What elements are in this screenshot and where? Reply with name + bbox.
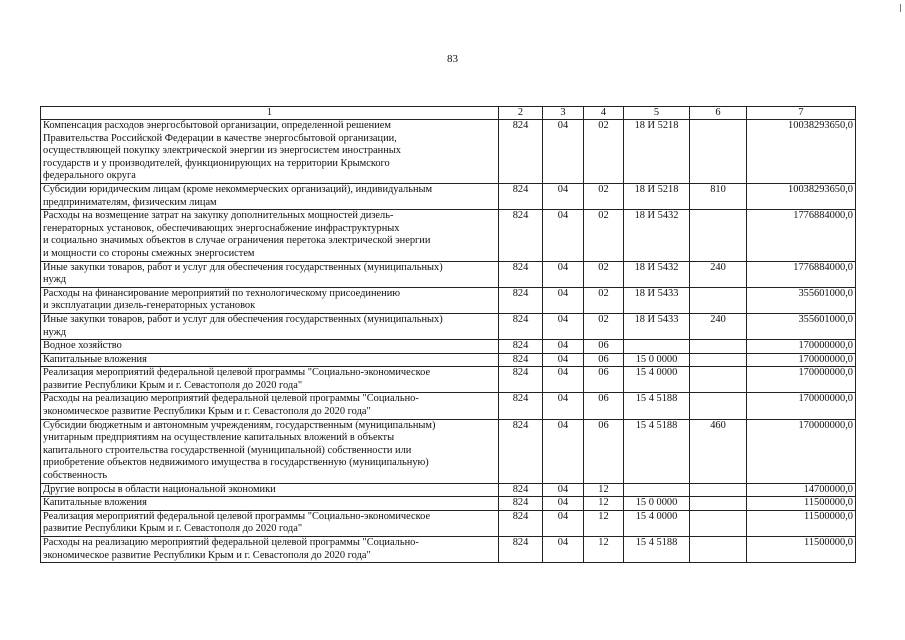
header-col-3: 3 <box>543 107 584 120</box>
amount-cell: 170000000,0 <box>747 367 856 393</box>
description-cell: Водное хозяйство <box>41 340 499 354</box>
grbs-code-cell: 824 <box>499 353 543 367</box>
subsection-code-cell: 06 <box>584 340 624 354</box>
description-cell: Расходы на финансирование мероприятий по технологическому присоединению и эксплуатации дизель-генераторных установок <box>41 287 499 313</box>
table-row <box>41 483 856 497</box>
section-code-cell: 04 <box>543 340 584 354</box>
description-cell: Расходы на реализацию мероприятий федеральной целевой программы "Социально- экономическое развитие Республики Крым и г. Севастополя до 2020 года" <box>41 537 499 563</box>
amount-cell: 1776884000,0 <box>747 261 856 287</box>
description-cell: Реализация мероприятий федеральной целевой программы "Социально-экономическое развитие Республики Крым и г. Севастополя до 2020 года" <box>41 510 499 536</box>
amount-cell: 10038293650,0 <box>747 183 856 209</box>
amount-cell: 11500000,0 <box>747 497 856 511</box>
description-cell: Субсидии бюджетным и автономным учреждениям, государственным (муниципальным) унитарным предприятиям на осуществление капитальных вложений в объекты капитального строительства государственной (муниципальной) собственности или приобретение объектов недвижимого имущества в государственную (муниципальную) собственность <box>41 419 499 483</box>
subsection-code-cell: 06 <box>584 419 624 483</box>
description-cell: Субсидии юридическим лицам (кроме некоммерческих организаций), индивидуальным предпринимателям, физическим лицам <box>41 183 499 209</box>
description-cell: Реализация мероприятий федеральной целевой программы "Социально-экономическое развитие Республики Крым и г. Севастополя до 2020 года" <box>41 367 499 393</box>
target-article-cell: 15 4 5188 <box>624 419 690 483</box>
table-row <box>41 183 856 209</box>
section-code-cell: 04 <box>543 367 584 393</box>
amount-cell: 170000000,0 <box>747 393 856 419</box>
expense-type-cell: 240 <box>690 313 747 339</box>
amount-cell: 11500000,0 <box>747 537 856 563</box>
target-article-cell: 18 И 5432 <box>624 210 690 261</box>
description-cell: Расходы на возмещение затрат на закупку дополнительных мощностей дизель- генераторных установок, обеспечивающих энергоснабжение инфраструктурных и социально значимых объектов в случае ограничения перетока электрической энергии и мощности со стороны смежных энергосистем <box>41 210 499 261</box>
table-row <box>41 261 856 287</box>
section-code-cell: 04 <box>543 210 584 261</box>
subsection-code-cell: 12 <box>584 510 624 536</box>
expense-type-cell <box>690 537 747 563</box>
header-col-6: 6 <box>690 107 747 120</box>
section-code-cell: 04 <box>543 419 584 483</box>
description-cell: Капитальные вложения <box>41 353 499 367</box>
expense-type-cell <box>690 483 747 497</box>
edge-mark <box>900 4 901 12</box>
subsection-code-cell: 12 <box>584 497 624 511</box>
description-cell: Расходы на реализацию мероприятий федеральной целевой программы "Социально- экономическое развитие Республики Крым и г. Севастополя до 2020 года" <box>41 393 499 419</box>
expense-type-cell <box>690 367 747 393</box>
target-article-cell: 18 И 5433 <box>624 287 690 313</box>
table-row <box>41 353 856 367</box>
table-row <box>41 510 856 536</box>
subsection-code-cell: 12 <box>584 483 624 497</box>
expense-type-cell: 810 <box>690 183 747 209</box>
target-article-cell: 15 4 5188 <box>624 393 690 419</box>
description-cell: Капитальные вложения <box>41 497 499 511</box>
expense-type-cell <box>690 120 747 184</box>
amount-cell: 1776884000,0 <box>747 210 856 261</box>
target-article-cell: 15 0 0000 <box>624 497 690 511</box>
section-code-cell: 04 <box>543 537 584 563</box>
grbs-code-cell: 824 <box>499 183 543 209</box>
expense-type-cell <box>690 210 747 261</box>
amount-cell: 170000000,0 <box>747 419 856 483</box>
subsection-code-cell: 12 <box>584 537 624 563</box>
amount-cell: 170000000,0 <box>747 340 856 354</box>
header-col-7: 7 <box>747 107 856 120</box>
budget-table <box>40 106 856 563</box>
table-row <box>41 419 856 483</box>
expense-type-cell <box>690 497 747 511</box>
expense-type-cell <box>690 510 747 536</box>
section-code-cell: 04 <box>543 510 584 536</box>
header-col-5: 5 <box>624 107 690 120</box>
grbs-code-cell: 824 <box>499 120 543 184</box>
expense-type-cell <box>690 287 747 313</box>
target-article-cell: 15 4 5188 <box>624 537 690 563</box>
target-article-cell: 15 0 0000 <box>624 353 690 367</box>
grbs-code-cell: 824 <box>499 537 543 563</box>
section-code-cell: 04 <box>543 120 584 184</box>
section-code-cell: 04 <box>543 313 584 339</box>
target-article-cell: 15 4 0000 <box>624 510 690 536</box>
target-article-cell: 18 И 5218 <box>624 120 690 184</box>
amount-cell: 355601000,0 <box>747 287 856 313</box>
table-row <box>41 537 856 563</box>
subsection-code-cell: 02 <box>584 313 624 339</box>
section-code-cell: 04 <box>543 497 584 511</box>
table-row <box>41 497 856 511</box>
table-row <box>41 393 856 419</box>
grbs-code-cell: 824 <box>499 261 543 287</box>
subsection-code-cell: 02 <box>584 261 624 287</box>
grbs-code-cell: 824 <box>499 313 543 339</box>
table-row <box>41 313 856 339</box>
section-code-cell: 04 <box>543 183 584 209</box>
target-article-cell <box>624 483 690 497</box>
grbs-code-cell: 824 <box>499 340 543 354</box>
subsection-code-cell: 02 <box>584 210 624 261</box>
grbs-code-cell: 824 <box>499 497 543 511</box>
description-cell: Компенсация расходов энергосбытовой организации, определенной решением Правительства Российской Федерации в качестве энергосбытовой организации, осуществляющей покупку электрической энергии из энергосистем иностранных государств и у производителей, функционирующих на территории Крымского федерального округа <box>41 120 499 184</box>
subsection-code-cell: 06 <box>584 353 624 367</box>
grbs-code-cell: 824 <box>499 483 543 497</box>
grbs-code-cell: 824 <box>499 287 543 313</box>
section-code-cell: 04 <box>543 261 584 287</box>
section-code-cell: 04 <box>543 483 584 497</box>
expense-type-cell <box>690 393 747 419</box>
header-row <box>41 107 856 120</box>
subsection-code-cell: 06 <box>584 367 624 393</box>
table-row <box>41 367 856 393</box>
subsection-code-cell: 02 <box>584 287 624 313</box>
grbs-code-cell: 824 <box>499 393 543 419</box>
table-row <box>41 287 856 313</box>
target-article-cell: 18 И 5432 <box>624 261 690 287</box>
subsection-code-cell: 02 <box>584 183 624 209</box>
amount-cell: 355601000,0 <box>747 313 856 339</box>
description-cell: Иные закупки товаров, работ и услуг для обеспечения государственных (муниципальных) нужд <box>41 261 499 287</box>
target-article-cell: 15 4 0000 <box>624 367 690 393</box>
grbs-code-cell: 824 <box>499 419 543 483</box>
page-number: 83 <box>447 53 458 65</box>
expense-type-cell: 240 <box>690 261 747 287</box>
target-article-cell: 18 И 5218 <box>624 183 690 209</box>
section-code-cell: 04 <box>543 353 584 367</box>
subsection-code-cell: 02 <box>584 120 624 184</box>
subsection-code-cell: 06 <box>584 393 624 419</box>
header-col-4: 4 <box>584 107 624 120</box>
target-article-cell <box>624 340 690 354</box>
amount-cell: 14700000,0 <box>747 483 856 497</box>
table-row <box>41 210 856 261</box>
header-col-2: 2 <box>499 107 543 120</box>
expense-type-cell <box>690 340 747 354</box>
table-row <box>41 120 856 184</box>
table-body <box>41 120 856 563</box>
amount-cell: 11500000,0 <box>747 510 856 536</box>
table-row <box>41 340 856 354</box>
description-cell: Иные закупки товаров, работ и услуг для обеспечения государственных (муниципальных) нужд <box>41 313 499 339</box>
grbs-code-cell: 824 <box>499 367 543 393</box>
section-code-cell: 04 <box>543 287 584 313</box>
grbs-code-cell: 824 <box>499 210 543 261</box>
section-code-cell: 04 <box>543 393 584 419</box>
expense-type-cell <box>690 353 747 367</box>
grbs-code-cell: 824 <box>499 510 543 536</box>
amount-cell: 170000000,0 <box>747 353 856 367</box>
header-col-1: 1 <box>41 107 499 120</box>
description-cell: Другие вопросы в области национальной экономики <box>41 483 499 497</box>
expense-type-cell: 460 <box>690 419 747 483</box>
target-article-cell: 18 И 5433 <box>624 313 690 339</box>
amount-cell: 10038293650,0 <box>747 120 856 184</box>
